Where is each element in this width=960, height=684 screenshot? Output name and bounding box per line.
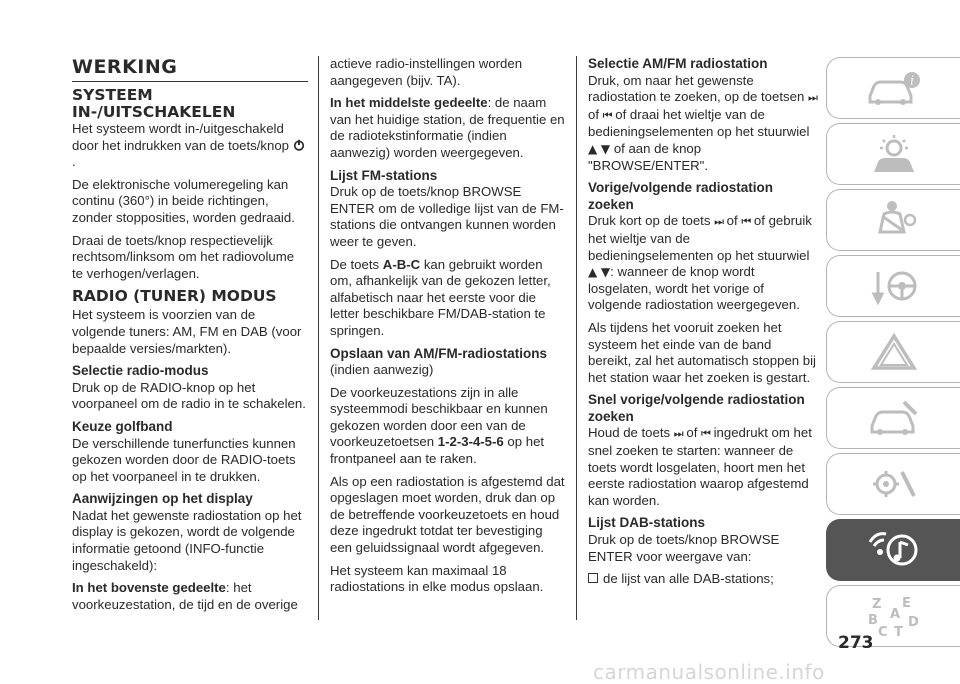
tab-maintenance[interactable] <box>826 387 960 449</box>
column-3 <box>588 56 818 594</box>
paragraph: Druk kort op de toets ⏭ of ⏮ of gebruik het wieltje van de bedieningselementen op het stuurwiel ▲ ▼: wanneer de knop wordt losgelaten, wordt het vorige of volgende radiostation weergegeven. <box>588 213 812 313</box>
svg-text:C: C <box>877 625 888 638</box>
paragraph: Als tijdens het vooruit zoeken het systeem het einde van de band bereikt, zal het automatisch stoppen bij het station waar het zoeken is gestart. <box>588 319 816 385</box>
warning-triangle-icon <box>864 330 924 374</box>
heading: Selectie AM/FM radiostation <box>588 56 768 71</box>
svg-text:i: i <box>909 73 914 88</box>
column-divider <box>318 56 319 620</box>
previous-track-icon: ⏮ <box>602 108 612 122</box>
tab-lights[interactable] <box>826 123 960 185</box>
paragraph: Nadat het gewenste radiostation op het display is gekozen, wordt de volgende informatie getoond (INFO-functie ingeschakeld): <box>72 507 302 573</box>
svg-text:D: D <box>907 615 919 630</box>
heading: Selectie radio-modus <box>72 363 209 379</box>
lights-icon <box>864 132 924 176</box>
paragraph: Het systeem wordt in-/uitgeschakeld door het indrukken van de toets/knop <box>72 121 290 153</box>
svg-text:A: A <box>889 607 900 622</box>
tab-emergency[interactable] <box>826 321 960 383</box>
subsection-title: SYSTEEM IN-/UITSCHAKELEN <box>72 86 236 121</box>
heading: Opslaan van AM/FM-radiostations <box>330 345 548 361</box>
multimedia-music-icon <box>864 528 924 572</box>
alphabet-index-icon <box>864 594 924 638</box>
paragraph: De toets A-B-C kan gebruikt worden om, afhankelijk van de gekozen letter, alfabetisch naar het eerste voor die letter beschikbare FM/DAB-station te springen. <box>330 256 551 338</box>
previous-track-icon: ⏮ <box>741 215 751 229</box>
steering-key-icon <box>864 264 924 308</box>
heading: Lijst DAB-stations <box>588 515 706 531</box>
arrow-up-icon: ▲ <box>588 265 598 280</box>
bullet-box-icon <box>588 573 598 583</box>
paragraph: Houd de toets ⏭ of ⏮ ingedrukt om het snel zoeken te starten: wanneer de toets wordt losgelaten, hoort men het eerste radiostation waarop afgestemd kan worden. <box>588 425 812 508</box>
paragraph: Draai de toets/knop respectievelijk rechtsom/linksom om het radiovolume te verhogen/verlagen. <box>72 232 295 281</box>
arrow-down-icon: ▼ <box>600 265 611 280</box>
heading: Lijst FM-stations <box>330 167 438 183</box>
tab-instrument-panel[interactable] <box>826 57 960 119</box>
subsection-title: RADIO (TUNER) MODUS <box>72 287 277 306</box>
column-divider <box>576 56 577 620</box>
paragraph: Het systeem is voorzien van de volgende tuners: AM, FM en DAB (voor bepaalde versies/markten). <box>72 307 302 356</box>
heading: Aanwijzingen op het display <box>72 491 253 507</box>
tab-multimedia[interactable] <box>826 519 960 581</box>
svg-text:B: B <box>867 613 878 628</box>
seatbelt-icon <box>864 198 924 242</box>
paragraph: Druk op de toets/knop BROWSE ENTER om de volledige lijst van de FM-stations die ontvangen kunnen worden weer te geven. <box>330 184 564 249</box>
arrow-down-icon: ▼ <box>600 141 611 156</box>
heading: Vorige/volgende radiostation zoeken <box>588 180 774 212</box>
paragraph: (indien aanwezig) <box>330 362 434 378</box>
car-info-icon <box>864 66 924 110</box>
svg-text:Z: Z <box>871 597 881 612</box>
column-1: WERKING SYSTEEM IN-/UITSCHAKELEN Het systeem wordt in-/uitgeschakeld door het indrukken van de toets/knop . De elektronische volumeregeling kan continu (360°) in beide richtingen, zonder stopposities, worden gedraaid. Draai de toets/knop respectievelijk rechtsom/linksom om het radiovolume te verhogen/verlagen. RADIO (TUNER) MODUS Het systeem is voorzien van de volgende tuners: AM, FM en DAB (voor bepaalde versies/markten). Selectie radio-modus Druk op de RADIO-knop op het voorpaneel om de radio in te schakelen. Keuze golfband De verschillende tunerfuncties kunnen gekozen worden door de RADIO-toets op het voorpaneel in te drukken. Aanwijzingen op het display Nadat het gewenste radiostation op het display is gekozen, wordt de volgende informatie getoond (INFO-functie ingeschakeld): In het bovenste gedeelte: het voorkeuzestation, de tijd en de overige <box>72 56 308 619</box>
column-2 <box>330 56 566 602</box>
svg-text:E: E <box>901 596 911 611</box>
list-item: de lijst van alle DAB-stations; <box>588 571 818 588</box>
chapter-tabs <box>826 57 960 651</box>
heading: Snel vorige/volgende radiostation zoeken <box>588 392 805 424</box>
previous-track-icon: ⏮ <box>701 427 710 441</box>
watermark: carmanualsonline.info <box>593 660 825 684</box>
arrow-up-icon: ▲ <box>588 141 598 156</box>
paragraph: De voorkeuzestations zijn in alle systeemmodi beschikbaar en kunnen gekozen worden door een van de voorkeuzetoetsen 1-2-3-4-5-6 op het frontpaneel aan te raken. <box>330 384 548 467</box>
tab-technical-data[interactable] <box>826 453 960 515</box>
car-wrench-icon <box>864 396 924 440</box>
page-number: 273 <box>838 633 874 653</box>
tab-safety[interactable] <box>826 189 960 251</box>
paragraph: Druk, om naar het gewenste radiostation te zoeken, op de toetsen ⏭ of ⏮ of draai het wieltje van de bedieningselementen op het stuurwiel ▲ ▼ of aan de knop "BROWSE/ENTER". <box>588 72 817 173</box>
svg-text:T: T <box>893 625 903 638</box>
paragraph: Als op een radiostation is afgestemd dat opgeslagen moet worden, druk dan op de betreffende voorkeuzetoets en houd deze ingedrukt totdat ter bevestiging een geluidssignaal wordt afgegeven. <box>330 473 565 556</box>
paragraph: actieve radio-instellingen worden aangegeven (bijv. TA). <box>330 56 523 88</box>
next-track-icon: ⏭ <box>714 215 723 229</box>
heading: Keuze golfband <box>72 418 173 434</box>
paragraph: Het systeem kan maximaal 18 radiostations in elke modus opslaan. <box>330 562 544 595</box>
paragraph: De verschillende tunerfuncties kunnen gekozen worden door de RADIO-toets op het voorpaneel in te drukken. <box>72 435 296 484</box>
paragraph: In het bovenste gedeelte: het voorkeuzestation, de tijd en de overige <box>72 580 298 612</box>
next-track-icon: ⏭ <box>807 91 817 105</box>
paragraph: Druk op de toets/knop BROWSE ENTER voor weergave van: <box>588 532 780 564</box>
tab-driving[interactable] <box>826 255 960 317</box>
power-knob-icon <box>293 138 305 153</box>
next-track-icon: ⏭ <box>673 427 683 441</box>
gear-tools-icon <box>864 462 924 506</box>
section-title: WERKING <box>72 56 308 82</box>
paragraph: De elektronische volumeregeling kan continu (360°) in beide richtingen, zonder stopposities, worden gedraaid. <box>72 176 295 225</box>
paragraph: In het middelste gedeelte: de naam van het huidige station, de frequentie en de radiotekstinformatie (indien aanwezig) worden weergegeven. <box>330 95 565 160</box>
paragraph: Druk op de RADIO-knop op het voorpaneel om de radio in te schakelen. <box>72 379 306 412</box>
